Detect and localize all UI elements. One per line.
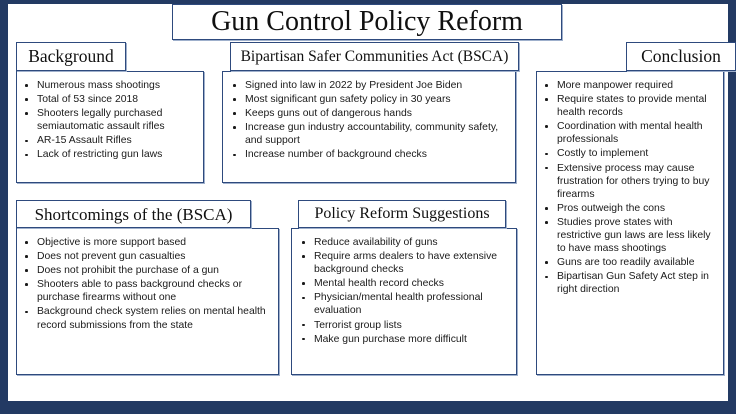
list-item: Lack of restricting gun laws bbox=[21, 148, 197, 161]
section-body-policy-reform bbox=[291, 228, 517, 375]
section-heading-background-label: Background bbox=[28, 45, 114, 66]
list-item: Extensive process may cause frustration for others trying to buy firearms bbox=[541, 162, 717, 201]
list-item: Require states to provide mental health records bbox=[541, 93, 717, 119]
list-item: Does not prevent gun casualties bbox=[21, 250, 272, 263]
list-item: Shooters legally purchased semiautomatic assault rifles bbox=[21, 107, 197, 133]
list-item: Bipartisan Gun Safety Act step in right direction bbox=[541, 270, 717, 296]
bullet-list-policy-reform bbox=[298, 236, 510, 346]
list-item: Reduce availability of guns bbox=[298, 236, 510, 249]
bullet-list-conclusion bbox=[541, 79, 717, 297]
section-heading-policy-reform-label: Policy Reform Suggestions bbox=[314, 205, 490, 222]
list-item: Numerous mass shootings bbox=[21, 79, 197, 92]
list-item: Guns are too readily available bbox=[541, 256, 717, 269]
section-heading-shortcomings-label: Shortcomings of the (BSCA) bbox=[34, 204, 233, 224]
section-heading-bsca bbox=[230, 42, 519, 71]
bullet-list-background bbox=[21, 79, 197, 162]
section-body-bsca bbox=[222, 71, 516, 183]
list-item: Pros outweigh the cons bbox=[541, 202, 717, 215]
poster-canvas bbox=[8, 4, 728, 401]
list-item: Signed into law in 2022 by President Joe Biden bbox=[229, 79, 509, 92]
list-item: Physician/mental health professional evaluation bbox=[298, 291, 510, 317]
list-item: Studies prove states with restrictive gun laws are less likely to have mass shootings bbox=[541, 216, 717, 255]
section-heading-bsca-label: Bipartisan Safer Communities Act (BSCA) bbox=[240, 47, 509, 65]
bullet-list-shortcomings bbox=[21, 236, 272, 332]
list-item: Does not prohibit the purchase of a gun bbox=[21, 264, 272, 277]
list-item: Objective is more support based bbox=[21, 236, 272, 249]
section-body-shortcomings bbox=[16, 228, 279, 375]
list-item: Coordination with mental health professionals bbox=[541, 120, 717, 146]
section-heading-background bbox=[16, 42, 126, 71]
list-item: Increase gun industry accountability, community safety, and support bbox=[229, 121, 509, 147]
list-item: Most significant gun safety policy in 30 years bbox=[229, 93, 509, 106]
list-item: Shooters able to pass background checks or purchase firearms without one bbox=[21, 278, 272, 304]
list-item: Terrorist group lists bbox=[298, 319, 510, 332]
list-item: Total of 53 since 2018 bbox=[21, 93, 197, 106]
list-item: AR-15 Assault Rifles bbox=[21, 134, 197, 147]
list-item: Make gun purchase more difficult bbox=[298, 333, 510, 346]
poster-title-box bbox=[172, 4, 562, 40]
list-item: More manpower required bbox=[541, 79, 717, 92]
list-item: Background check system relies on mental health record submissions from the state bbox=[21, 305, 272, 331]
bullet-list-bsca bbox=[229, 79, 509, 162]
list-item: Increase number of background checks bbox=[229, 148, 509, 161]
list-item: Mental health record checks bbox=[298, 277, 510, 290]
section-heading-conclusion-label: Conclusion bbox=[641, 45, 721, 66]
section-body-background bbox=[16, 71, 204, 183]
page-title: Gun Control Policy Reform bbox=[211, 6, 523, 37]
section-heading-policy-reform bbox=[298, 200, 506, 228]
section-body-conclusion bbox=[536, 71, 724, 375]
section-heading-conclusion bbox=[626, 42, 736, 71]
list-item: Keeps guns out of dangerous hands bbox=[229, 107, 509, 120]
section-heading-shortcomings bbox=[16, 200, 251, 228]
list-item: Require arms dealers to have extensive background checks bbox=[298, 250, 510, 276]
list-item: Costly to implement bbox=[541, 147, 717, 160]
